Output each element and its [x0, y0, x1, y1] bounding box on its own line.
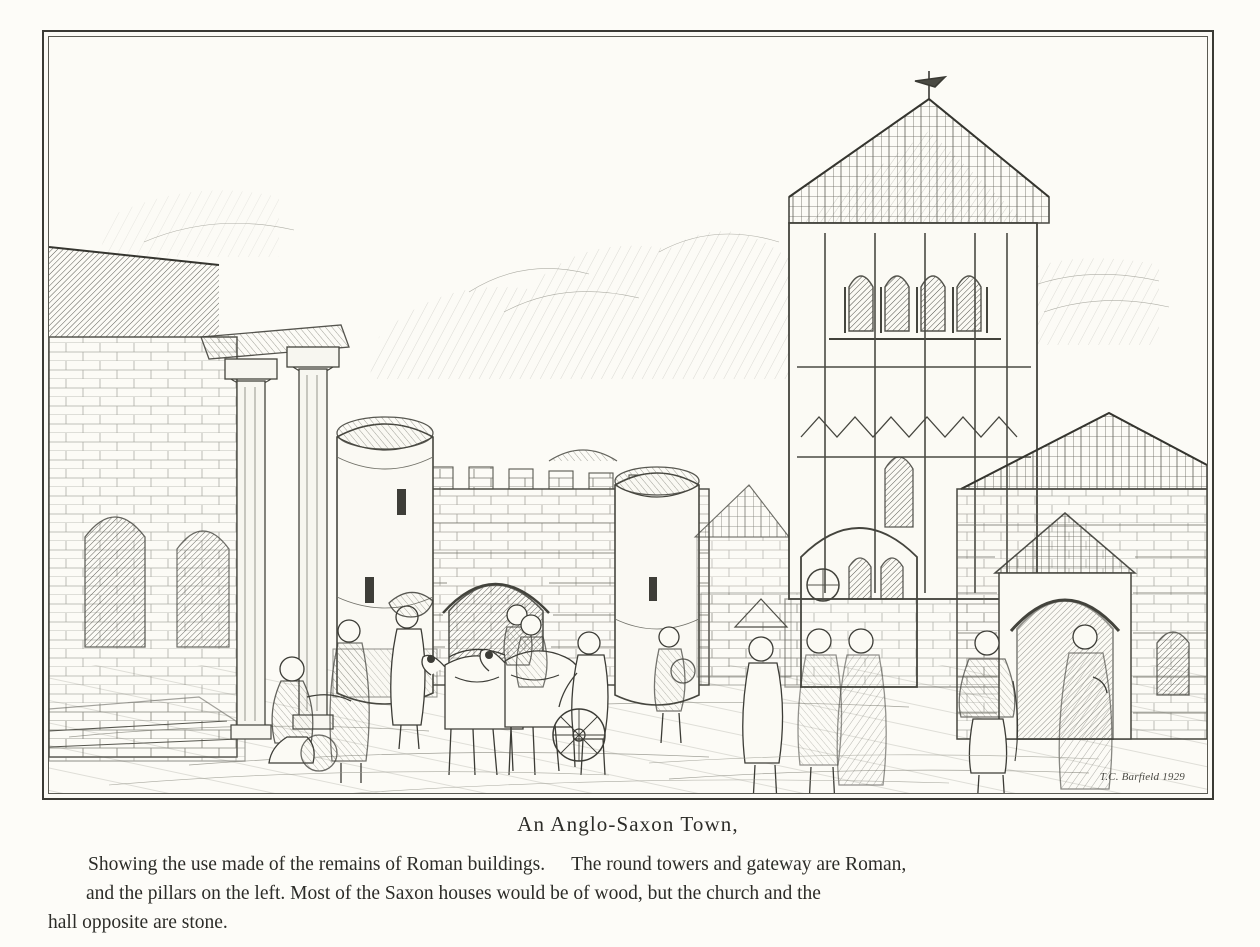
caption-block — [42, 812, 1214, 938]
plate-title: An Anglo-Saxon Town, — [517, 812, 739, 836]
plate-description — [42, 851, 1214, 938]
caption-line-3: hall opposite are stone. — [48, 911, 228, 933]
artist-signature: T.C. Barfield 1929 — [1099, 771, 1185, 783]
caption-line-2: and the pillars on the left. Most of the Saxon houses would be of wood, but the church and the — [86, 882, 821, 904]
cart-wheel — [553, 709, 605, 761]
caption-line-1: Showing the use made of the remains of Roman buildings. — [88, 854, 546, 875]
plate-inner-border — [48, 36, 1208, 794]
caption-line-1b: The round towers and gateway are Roman, — [571, 854, 907, 875]
scene-illustration — [49, 37, 1207, 793]
engraving-plate — [42, 30, 1214, 800]
